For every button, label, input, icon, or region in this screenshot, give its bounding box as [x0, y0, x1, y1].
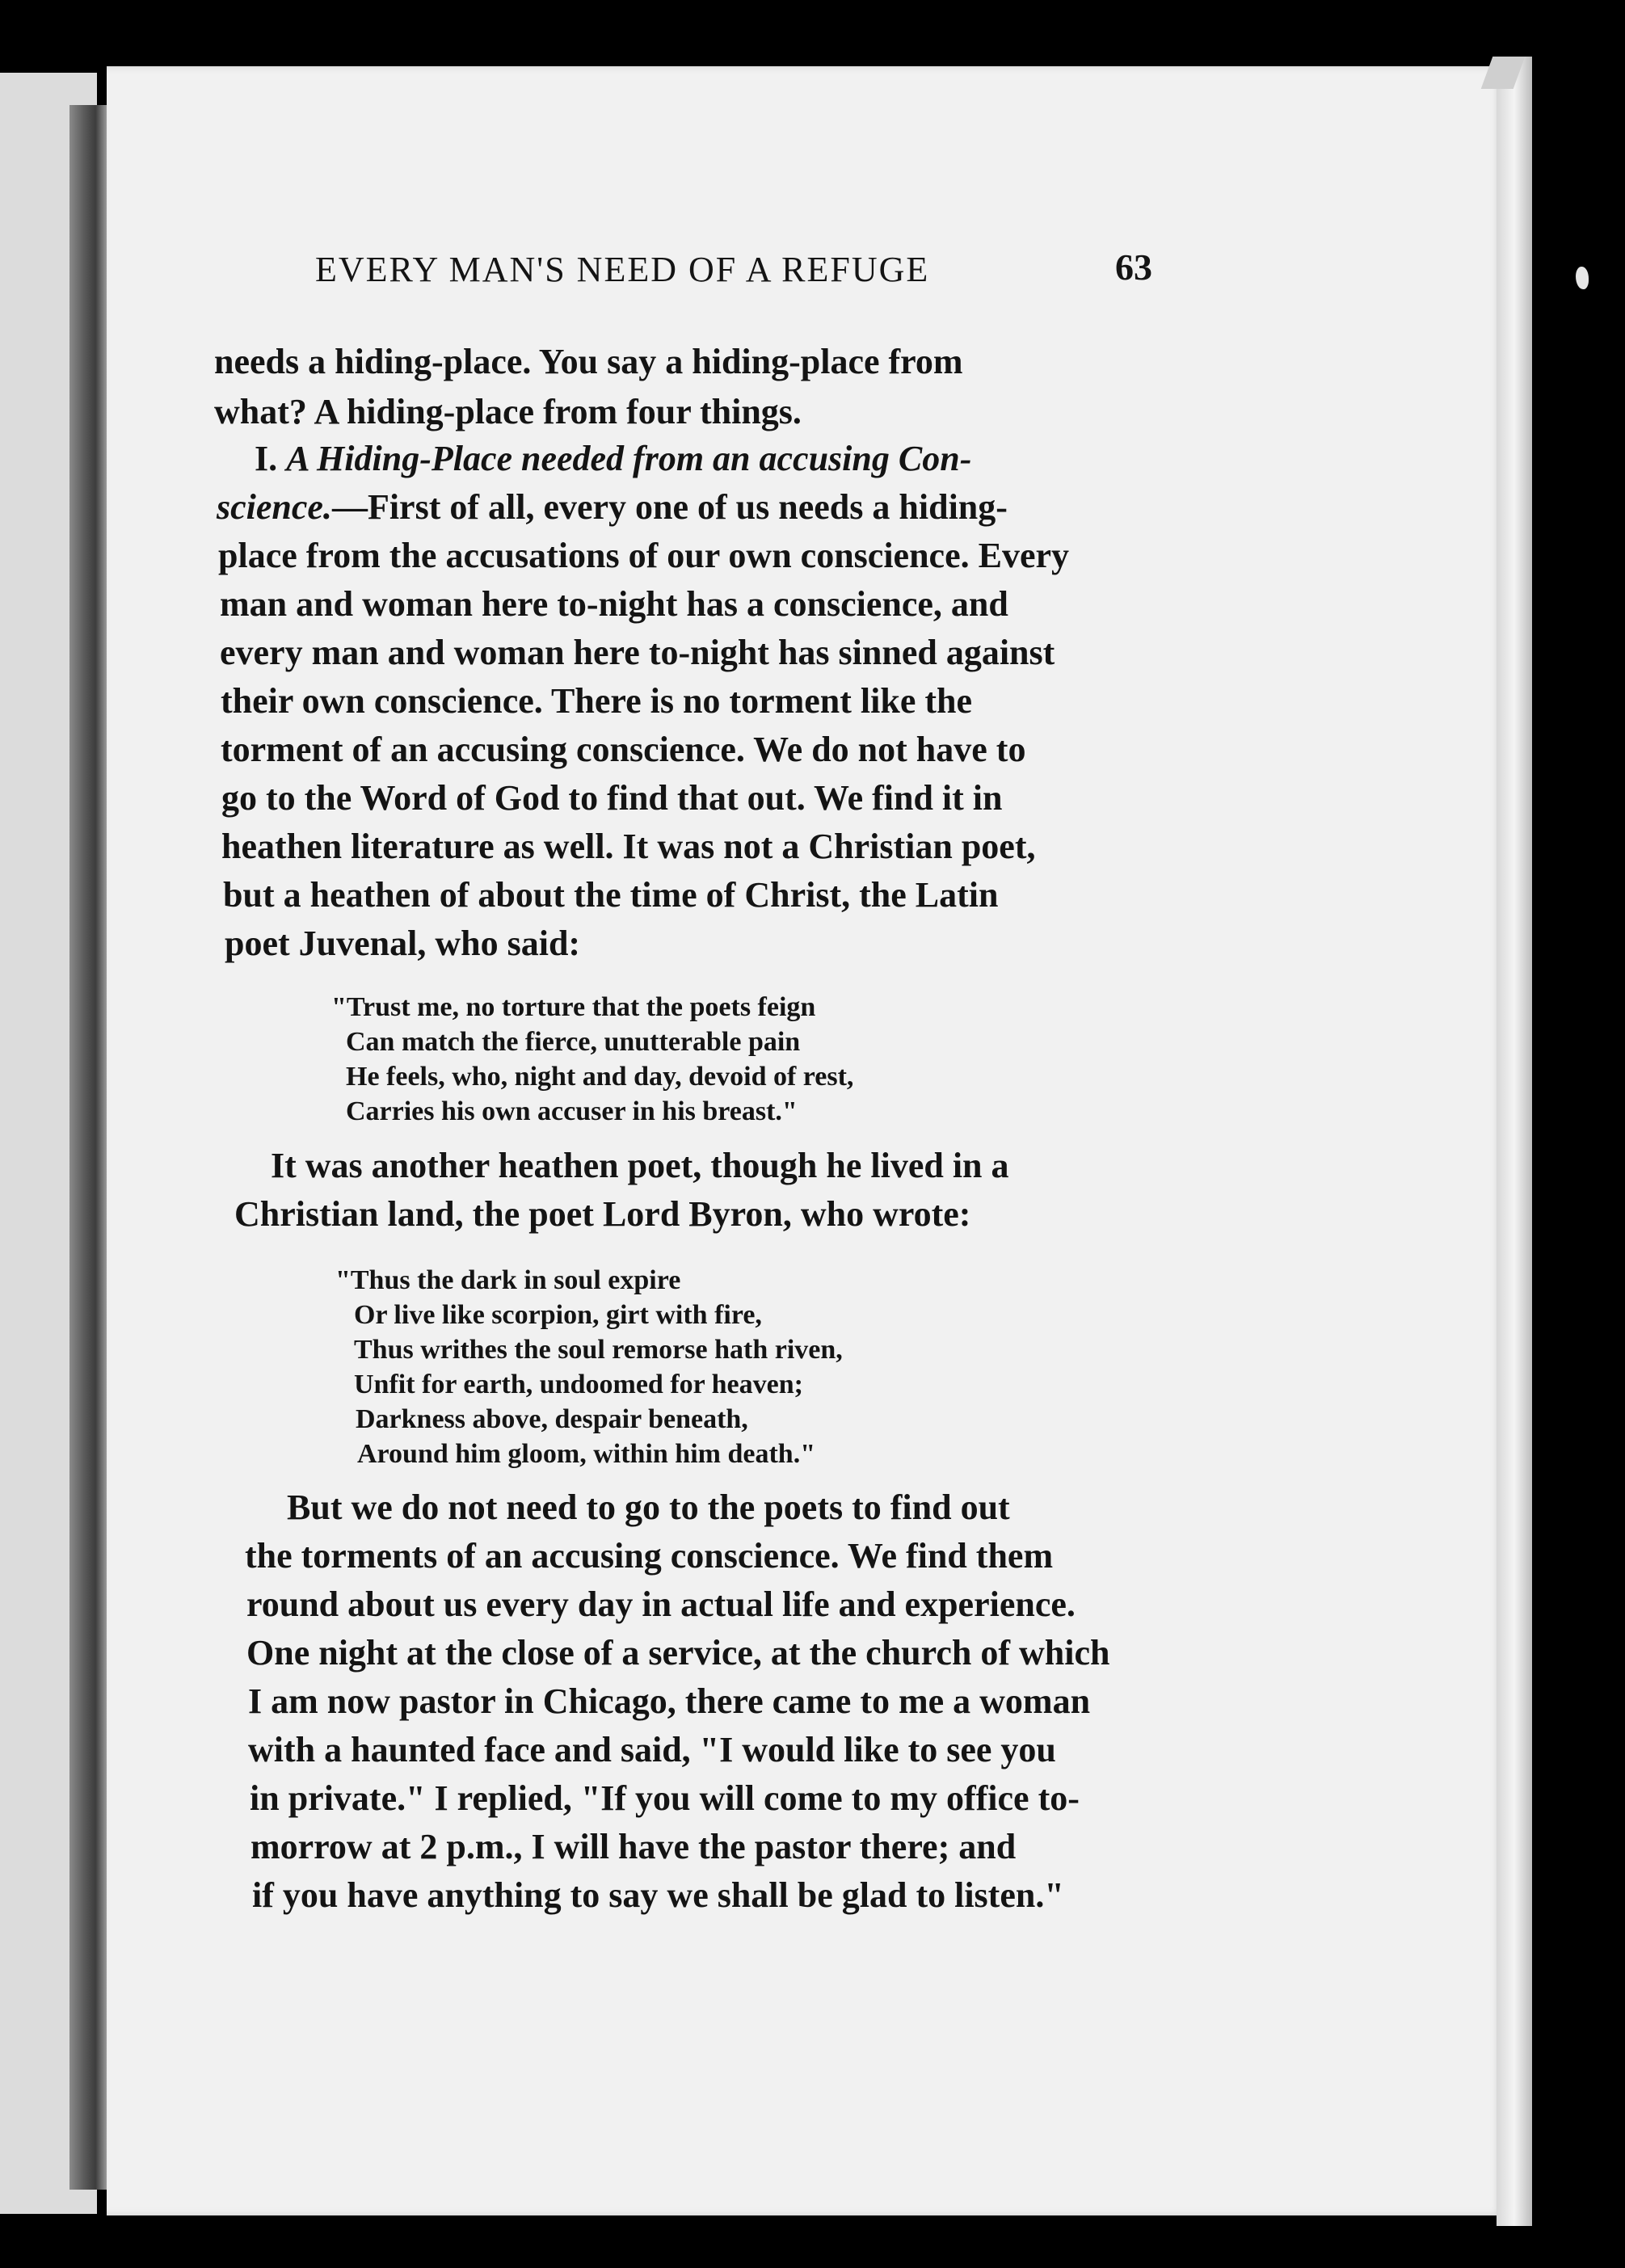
text-line: torment of an accusing conscience. We do not have to [221, 730, 1026, 769]
text-line: what? A hiding-place from four things. [214, 392, 802, 431]
text-line: go to the Word of God to find that out. We find it in [221, 778, 1003, 818]
text-line: round about us every day in actual life and experience. [246, 1584, 1076, 1624]
text-line: morrow at 2 p.m., I will have the pastor there; and [250, 1827, 1017, 1866]
text-line: with a haunted face and said, "I would like to see you [248, 1730, 1056, 1769]
verse-line: Can match the fierce, unutterable pain [346, 1027, 801, 1057]
text-line: Christian land, the poet Lord Byron, who wrote: [234, 1194, 971, 1234]
scan-mark [1576, 267, 1589, 289]
text-line: poet Juvenal, who said: [225, 924, 581, 963]
text-line: man and woman here to-night has a conscience, and [220, 584, 1008, 624]
section-heading-line [255, 436, 971, 482]
verse-line: Unfit for earth, undoomed for heaven; [354, 1370, 803, 1399]
text-line: I am now pastor in Chicago, there came to me a woman [248, 1681, 1091, 1721]
page-number: 63 [1115, 246, 1152, 288]
text-line-rest: —First of all, every one of us needs a hiding- [331, 487, 1008, 527]
verse-line: Or live like scorpion, girt with fire, [354, 1300, 762, 1330]
text-line: the torments of an accusing conscience. We find them [245, 1536, 1054, 1576]
text-line: every man and woman here to-night has sinned against [220, 633, 1055, 672]
text-line: but a heathen of about the time of Christ, the Latin [223, 875, 999, 915]
section-number: I. [255, 439, 287, 478]
text-line: in private." I replied, "If you will come to my office to- [250, 1778, 1080, 1818]
verse-line: Thus writhes the soul remorse hath riven, [354, 1335, 843, 1365]
verse-line: "Thus the dark in soul expire [335, 1265, 681, 1295]
verse-line: He feels, who, night and day, devoid of rest, [346, 1062, 854, 1092]
text-line: One night at the close of a service, at the church of which [246, 1633, 1110, 1673]
text-line [217, 485, 1008, 530]
text-line: place from the accusations of our own conscience. Every [218, 536, 1070, 575]
text-line: It was another heathen poet, though he lived in a [271, 1146, 1009, 1185]
book-spine [69, 105, 107, 2190]
verse-line: Darkness above, despair beneath, [356, 1404, 748, 1434]
running-head: EVERY MAN'S NEED OF A REFUGE [315, 250, 930, 289]
verse-line: Carries his own accuser in his breast." [346, 1096, 798, 1126]
section-title-part: A Hiding-Place needed from an accusing Con- [286, 439, 972, 478]
text-line: their own conscience. There is no torment like the [221, 681, 973, 721]
verse-line: Around him gloom, within him death." [357, 1439, 816, 1469]
page-edge [1497, 57, 1532, 2226]
text-line: needs a hiding-place. You say a hiding-place from [214, 342, 963, 381]
text-line: heathen literature as well. It was not a Christian poet, [221, 827, 1036, 866]
text-line: if you have anything to say we shall be glad to listen." [252, 1875, 1064, 1915]
section-title-part: science. [217, 487, 332, 527]
text-line: But we do not need to go to the poets to find out [287, 1487, 1010, 1527]
verse-line: "Trust me, no torture that the poets feign [331, 992, 816, 1022]
